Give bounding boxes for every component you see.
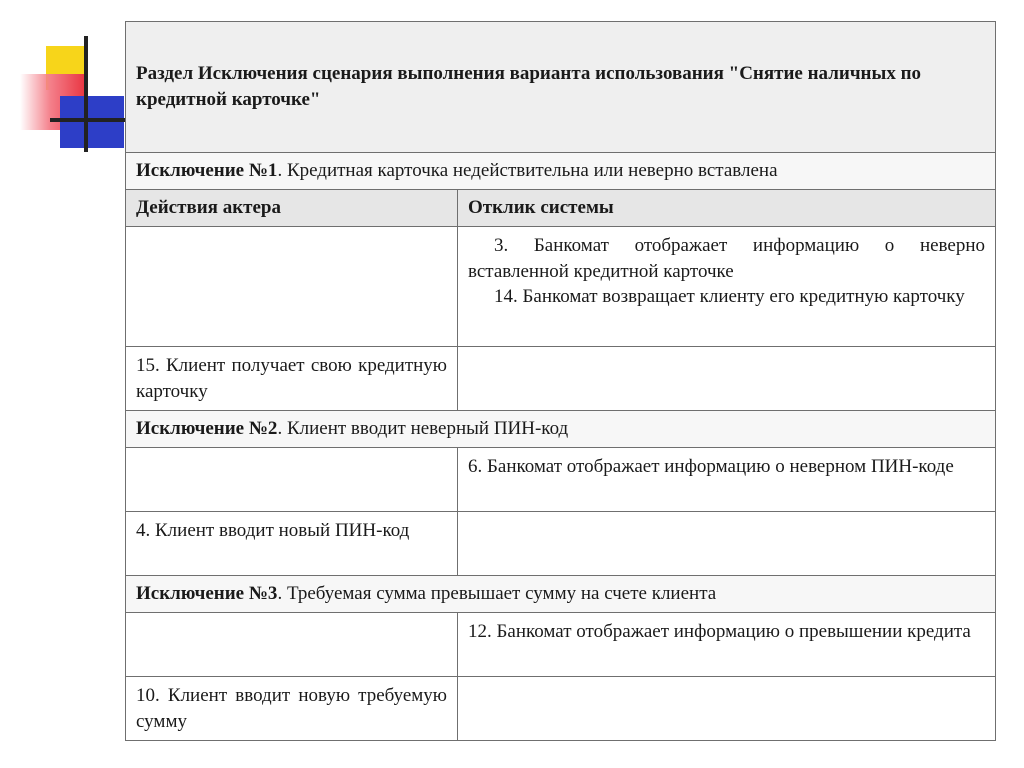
system-cell bbox=[458, 448, 996, 512]
actor-cell bbox=[126, 448, 458, 512]
actor-cell bbox=[126, 512, 458, 576]
actor-cell bbox=[126, 347, 458, 411]
system-step: 12. Банкомат отображает информацию о превышении кредита bbox=[468, 621, 971, 642]
table-row bbox=[126, 613, 996, 677]
exception-text: . Требуемая сумма превышает сумму на счете клиента bbox=[277, 583, 717, 605]
exception-3-heading bbox=[126, 576, 996, 613]
table-row bbox=[126, 677, 996, 741]
exception-text: . Кредитная карточка недействительна или неверно вставлена bbox=[277, 160, 778, 182]
exception-text: . Клиент вводит неверный ПИН-код bbox=[277, 418, 569, 440]
actor-cell bbox=[126, 227, 458, 347]
exception-2-heading bbox=[126, 411, 996, 448]
system-step: 6. Банкомат отображает информацию о неверном ПИН-коде bbox=[468, 456, 954, 477]
exceptions-table bbox=[125, 21, 996, 741]
exception-row bbox=[126, 576, 996, 613]
system-step: 14. Банкомат возвращает клиенту его кредитную карточку bbox=[494, 286, 965, 308]
exception-label: Исключение №1 bbox=[136, 160, 278, 182]
table-row bbox=[126, 347, 996, 411]
column-header-row bbox=[126, 190, 996, 227]
table-row bbox=[126, 512, 996, 576]
system-step: 3. Банкомат отображает информацию о неверно вставленной кредитной карточке bbox=[468, 235, 985, 282]
system-cell bbox=[458, 512, 996, 576]
logo-blue-square-icon bbox=[60, 96, 124, 148]
logo-horizontal-line-icon bbox=[50, 118, 128, 122]
title-row bbox=[126, 22, 996, 153]
system-column-header: Отклик системы bbox=[458, 190, 996, 227]
actor-cell bbox=[126, 677, 458, 741]
system-cell bbox=[458, 677, 996, 741]
exception-label: Исключение №2 bbox=[136, 418, 278, 440]
actor-step: 4. Клиент вводит новый ПИН-код bbox=[136, 520, 410, 541]
actor-step: 10. Клиент вводит новую требуемую сумму bbox=[136, 685, 447, 732]
system-cell bbox=[458, 347, 996, 411]
exception-1-heading bbox=[126, 153, 996, 190]
exception-row bbox=[126, 153, 996, 190]
page-title: Раздел Исключения сценария выполнения варианта использования "Снятие наличных по кредитной карточке" bbox=[126, 22, 996, 153]
actor-column-header: Действия актера bbox=[126, 190, 458, 227]
system-cell bbox=[458, 613, 996, 677]
system-cell bbox=[458, 227, 996, 347]
exception-row bbox=[126, 411, 996, 448]
table-row bbox=[126, 448, 996, 512]
logo-vertical-line-icon bbox=[84, 36, 88, 152]
actor-step: 15. Клиент получает свою кредитную карточку bbox=[136, 355, 447, 402]
exception-label: Исключение №3 bbox=[136, 583, 278, 605]
actor-cell bbox=[126, 613, 458, 677]
table-row bbox=[126, 227, 996, 347]
